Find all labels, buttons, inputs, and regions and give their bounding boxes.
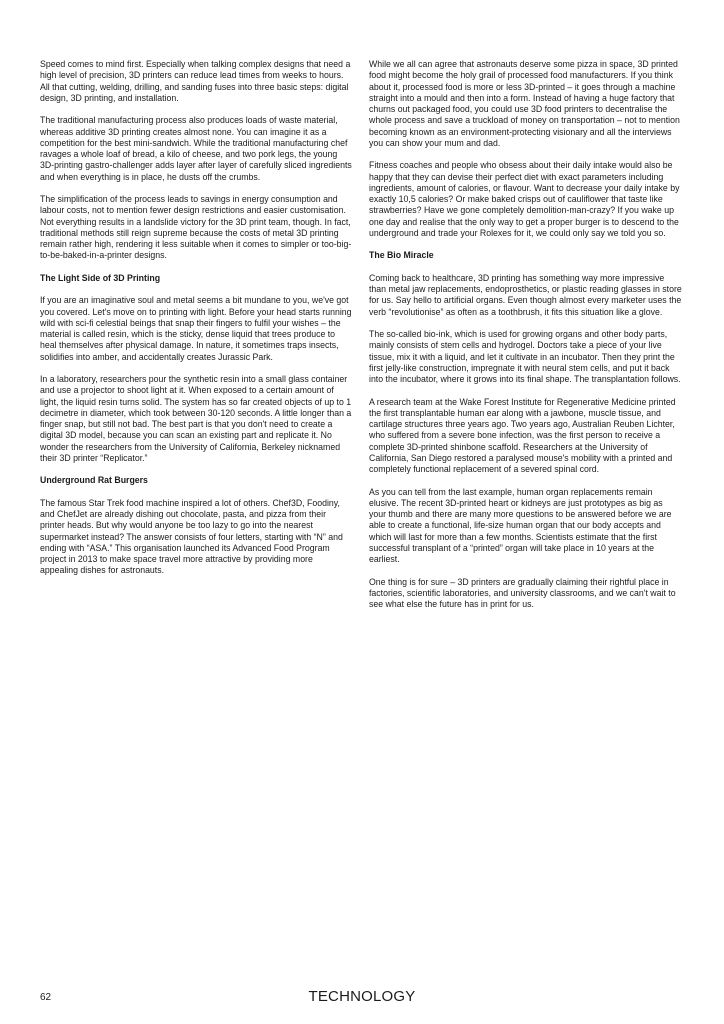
paragraph: A research team at the Wake Forest Institute for Regenerative Medicine printed the first transplantable human ear along with a jawbone, muscle tissue, and cartilage structures three years ago. Two years ago, Australian Reuben Lichter, who suffered from a severe bone infection, was the first person to receive a complete 3D-printed shinbone scaffold. Researchers at the University of California, San Diego restored a paralysed mouse's mobility with a printed and completely functional replacement of a severed spinal cord. (369, 396, 676, 474)
section-name: TECHNOLOGY (308, 988, 416, 1005)
section-heading-rat-burgers: Underground Rat Burgers (40, 475, 148, 486)
section-heading-bio-miracle: The Bio Miracle (369, 250, 434, 261)
page-number: 62 (40, 992, 52, 1003)
paragraph: The traditional manufacturing process also produces loads of waste material, whereas additive 3D printing creates almost none. You can imagine it as a competition for the best mini-sandwich. While the traditional manufacturing chef ravages a whole loaf of bread, a kilo of cheese, and two pork legs, the young 3D-printing gastro-challenger adds layer after layer of carefully sliced ingredients and when everything is in place, he dusts off the crumbs. (40, 115, 352, 182)
paragraph: Fitness coaches and people who obsess about their daily intake would also be happy that they can devise their perfect diet with exact parameters including ingredients, amount of calories, or flavour. Want to decrease your daily intake by exactly 10,5 calories? Or make baked crisps out of cauliflower that taste like strawberries? Have we gone completely demolition-man-crazy? If you wake up one day and realise that the only way to get a proper burger is to descend to the underground and trade your Rolexes for it, we could only say we told you so. (369, 160, 680, 238)
paragraph: Speed comes to mind first. Especially when talking complex designs that need a high level of precision, 3D printers can reduce lead times from weeks to hours. All that cutting, welding, drilling, and sanding fuses into three basic steps: digital design, 3D printing, and installation. (40, 59, 351, 103)
paragraph: If you are an imaginative soul and metal seems a bit mundane to you, we've got you covered. Let's move on to printing with light. Before your head starts running wild with sci-fi celestial beings that snap their fingers to fulfil your wishes – the material is called resin, which is the sticky, dense liquid that trees produce to heal themselves after physical damage. In nature, it sometimes traps insects, solidifies into amber, and accidentally creates Jurassic Park. (40, 295, 352, 362)
paragraph: While we all can agree that astronauts deserve some pizza in space, 3D printed food might become the holy grail of processed food manufacturers. If you think about it, processed food is more or less 3D-printed – it goes through a machine straight into a mould and then into a form. Instead of having a huge factory that churns out packaged food, you could use 3D food printers to decentralise the whole process and save a truckload of money on transportation – not to mention becoming known as an environment-protecting visionary and all the interviews you can show your mum and dad. (369, 59, 680, 148)
paragraph: The so-called bio-ink, which is used for growing organs and other body parts, mainly consists of stem cells and hydrogel. Doctors take a piece of your live tissue, mix it with a liquid, and let it cultivate in an incubator. Then they print the first jelly-like construction, impregnate it with neural stem cells, and put it back into the incubator, where it grows into its final shape. The transplantation follows. (369, 329, 681, 384)
paragraph: The famous Star Trek food machine inspired a lot of others. Chef3D, Foodiny, and ChefJet are already dishing out chocolate, pasta, and pizza from their printer heads. But why would anyone be too lazy to go into the nearest supermarket instead? The answer consists of four letters, starting with “N” and ending with “ASA.” This organisation launched its Advanced Food Program project in 2013 to make space travel more attractive by providing more appealing dishes for astronauts. (40, 497, 343, 576)
paragraph: One thing is for sure – 3D printers are gradually claiming their rightful place in factories, scientific laboratories, and university classrooms, and we can't wait to see what else the future has in print for us. (369, 576, 676, 609)
left-column (40, 59, 353, 588)
paragraph: The simplification of the process leads to savings in energy consumption and labour costs, not to mention fewer design restrictions and easier customisation. Not everything results in a landslide victory for the 3D print team, though. In fact, traditional methods still reign supreme because the costs of metal 3D printing remain rather high, rendering it less suitable when it comes to simpler or too-big-to-be-baked-in-a-printer designs. (40, 194, 352, 261)
paragraph: In a laboratory, researchers pour the synthetic resin into a small glass container and use a projector to shoot light at it. When exposed to a certain amount of light, the liquid resin turns solid. The system has so far created objects of up to 1 decimetre in diameter, which took between 30-120 seconds. A little longer than a finger snap, but still not bad. The best part is that you don't need to create a digital 3D model, because you can scan an existing part and replicate it. No wonder the researchers from the University of California, Berkeley nicknamed their 3D printer “Replicator.” (40, 374, 352, 463)
right-column (369, 59, 682, 622)
page-footer (40, 988, 684, 1008)
paragraph: As you can tell from the last example, human organ replacements remain elusive. The recent 3D-printed heart or kidneys are just prototypes as big as your thumb and there are many more questions to be answered before we are able to create a functional, life-size human organ that our body accepts and which will last for more than a few months. Scientists estimate that the first successful transplant of a “printed” organ will take place in 10 years at the earliest. (369, 486, 672, 564)
paragraph: Coming back to healthcare, 3D printing has something way more impressive than metal jaw replacements, endoprosthetics, or plastic reading glasses in store for us. Say hello to artificial organs. Even though almost every marketer uses the verb “revolutionise” as often as a toothbrush, it fits this situation like a glove. (369, 272, 682, 317)
section-heading-light-side: The Light Side of 3D Printing (40, 272, 161, 283)
